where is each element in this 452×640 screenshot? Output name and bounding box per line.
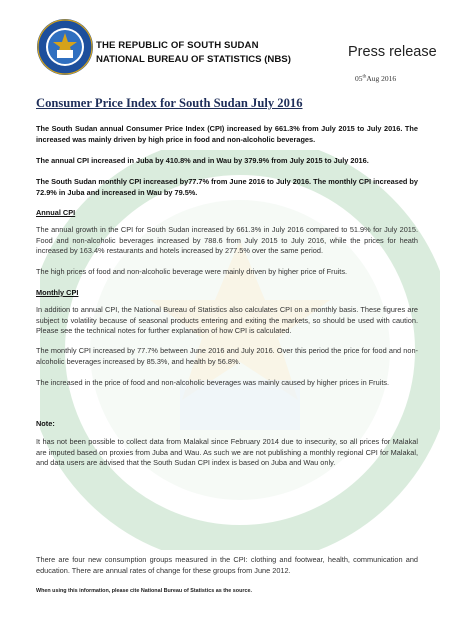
date-rest: Aug 2016 (366, 74, 397, 83)
date-suffix: th (362, 74, 367, 80)
note-heading: Note: (36, 419, 55, 428)
monthly-cpi-heading: Monthly CPI (36, 288, 79, 297)
org-line-1: THE REPUBLIC OF SOUTH SUDAN (96, 40, 259, 51)
press-release-label: Press release (348, 44, 437, 60)
summary-paragraph-3: The South Sudan monthly CPI increased by77.7% from June 2016 to July 2016. The monthly CPI increased by 72.9% in Juba and increased in Wau by 79.5%. (36, 177, 418, 197)
annual-cpi-paragraph-2: The high prices of food and non-alcoholic beverage were mainly driven by higher price of Fruits. (36, 267, 348, 276)
date-day: 05 (355, 74, 363, 83)
page-title: Consumer Price Index for South Sudan July 2016 (36, 96, 303, 110)
nbs-logo (36, 18, 94, 76)
note-paragraph-1: It has not been possible to collect data from Malakal since February 2014 due to insecurity, so all prices for Malakal are imputed based on proxies from Juba and Wau. As such we are not publishing a monthly regional CPI for Malakal, and data users are advised that the South Sudan CPI index is based on Juba and Wau only. (36, 437, 418, 468)
summary-paragraph-1: The South Sudan annual Consumer Price Index (CPI) increased by 661.3% from July 2015 to July 2016. The increased was mainly driven by high price in food and non-alcoholic beverages. (36, 124, 418, 144)
annual-cpi-paragraph-1: The annual growth in the CPI for South Sudan increased by 661.3% in July 2016 compared to 51.9% for July 2015. Food and non-alcoholic beverages increased by 788.6 from July 2015 to July 2016, while the prices for heath increased by 163.4% restaurants and hotels increased by 277.5% over the same period. (36, 225, 418, 256)
monthly-cpi-paragraph-3: The increased in the price of food and non-alcoholic beverages was mainly caused by higher prices in Fruits. (36, 378, 390, 387)
release-date (355, 74, 396, 83)
org-line-2: NATIONAL BUREAU OF STATISTICS (NBS) (96, 54, 291, 65)
citation-footer: When using this information, please cite National Bureau of Statistics as the source. (36, 588, 252, 594)
monthly-cpi-paragraph-2: The monthly CPI increased by 77.7% between June 2016 and July 2016. Over this period the price for food and non-alcoholic beverages increased by 85.3%, and health by 56.8%. (36, 346, 418, 366)
note-paragraph-2: There are four new consumption groups measured in the CPI: clothing and footwear, health, communication and education. There are annual rates of change for these groups from June 2012. (36, 555, 418, 575)
monthly-cpi-paragraph-1: In addition to annual CPI, the National Bureau of Statistics also calculates CPI on a monthly basis. These figures are subject to volatility because of seasonal products entering and exiting the markets, so should be used with caution. Please see the technical notes for further explanation of how CPI is calculated. (36, 305, 418, 336)
annual-cpi-heading: Annual CPI (36, 208, 76, 217)
summary-paragraph-2: The annual CPI increased in Juba by 410.8% and in Wau by 379.9% from July 2015 to July 2016. (36, 156, 369, 165)
